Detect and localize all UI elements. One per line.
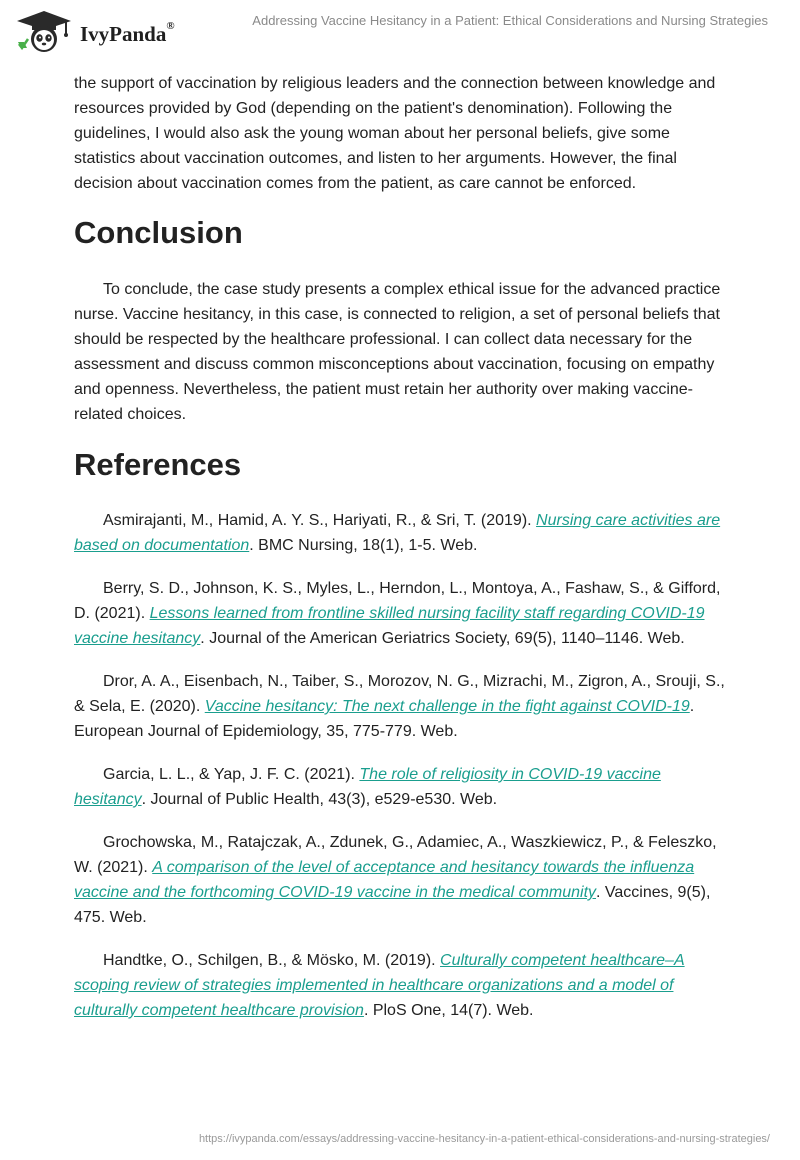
reference-authors: Garcia, L. L., & Yap, J. F. C. (2021).: [103, 766, 360, 783]
reference-item: [74, 669, 728, 744]
reference-title-link[interactable]: The role of religiosity in COVID-19 vaccine hesitancy: [74, 766, 661, 808]
reference-authors: Berry, S. D., Johnson, K. S., Myles, L., Herndon, L., Montoya, A., Fashaw, S., & Gifford, D. (2021).: [74, 580, 721, 622]
essay-content: [74, 71, 728, 1041]
conclusion-heading: Conclusion: [74, 215, 243, 250]
reference-title-link[interactable]: Vaccine hesitancy: The next challenge in the fight against COVID-19: [204, 698, 690, 715]
references-list: [74, 508, 728, 1023]
reference-source: . PloS One, 14(7). Web.: [363, 1002, 534, 1019]
reference-authors: Dror, A. A., Eisenbach, N., Taiber, S., Morozov, N. G., Mizrachi, M., Zigron, A., Srouji, S., & Sela, E. (2020).: [74, 673, 725, 715]
references-heading: References: [74, 447, 242, 482]
reference-source: . Vaccines, 9(5), 475. Web.: [74, 884, 711, 926]
reference-title-link[interactable]: Culturally competent healthcare–A scoping review of strategies implemented in healthcare organizations and a model of culturally competent healthcare provision: [74, 952, 685, 1019]
reference-source: . European Journal of Epidemiology, 35, 775-779. Web.: [74, 698, 695, 740]
conclusion-paragraph: To conclude, the case study presents a complex ethical issue for the advanced practice nurse. Vaccine hesitancy, in this case, is connected to religion, a set of personal beliefs that should be respected by the healthcare professional. I can collect data necessary for the assessment and discuss common misconceptions about vaccination, focusing on empathy and openness. Nevertheless, the patient must retain her authority over making vaccine-related choices.: [74, 281, 721, 423]
panda-graduate-icon: [14, 8, 74, 54]
logo-text: IvyPanda: [80, 22, 167, 46]
registered-mark: ®: [166, 20, 175, 32]
reference-item: [74, 576, 728, 651]
reference-title-link[interactable]: Nursing care activities are based on documentation: [74, 512, 721, 554]
reference-item: [74, 948, 728, 1023]
intro-paragraph: the support of vaccination by religious leaders and the connection between knowledge and resources provided by God (depending on the patient's denomination). Following the guidelines, I would also ask the young woman about her personal beliefs, give some statistics about vaccination outcomes, and listen to her arguments. However, the final decision about vaccination comes from the patient, as care cannot be enforced.: [74, 75, 716, 192]
reference-source: . Journal of the American Geriatrics Society, 69(5), 1140–1146. Web.: [200, 630, 685, 647]
reference-authors: Handtke, O., Schilgen, B., & Mösko, M. (2019).: [103, 952, 441, 969]
reference-title-link[interactable]: A comparison of the level of acceptance and hesitancy towards the influenza vaccine and the forthcoming COVID-19 vaccine in the medical community: [74, 859, 695, 901]
page-header: [0, 0, 800, 68]
reference-item: [74, 830, 728, 930]
logo-wordmark: [80, 22, 175, 47]
reference-authors: Grochowska, M., Ratajczak, A., Zdunek, G., Adamiec, A., Waszkiewicz, P., & Feleszko, W. (2021).: [74, 834, 717, 876]
reference-item: [74, 508, 728, 558]
reference-title-link[interactable]: Lessons learned from frontline skilled nursing facility staff regarding COVID-19 vaccine hesitancy: [74, 605, 705, 647]
document-title: Addressing Vaccine Hesitancy in a Patient: Ethical Considerations and Nursing Strategies: [252, 13, 768, 28]
reference-authors: Asmirajanti, M., Hamid, A. Y. S., Hariyati, R., & Sri, T. (2019).: [103, 512, 537, 529]
reference-source: . Journal of Public Health, 43(3), e529-e530. Web.: [141, 791, 498, 808]
reference-item: [74, 762, 728, 812]
ivypanda-logo[interactable]: [14, 8, 186, 54]
reference-source: . BMC Nursing, 18(1), 1-5. Web.: [249, 537, 478, 554]
footer-url: https://ivypanda.com/essays/addressing-vaccine-hesitancy-in-a-patient-ethical-considerations-and-nursing-strategies/: [198, 1133, 770, 1145]
